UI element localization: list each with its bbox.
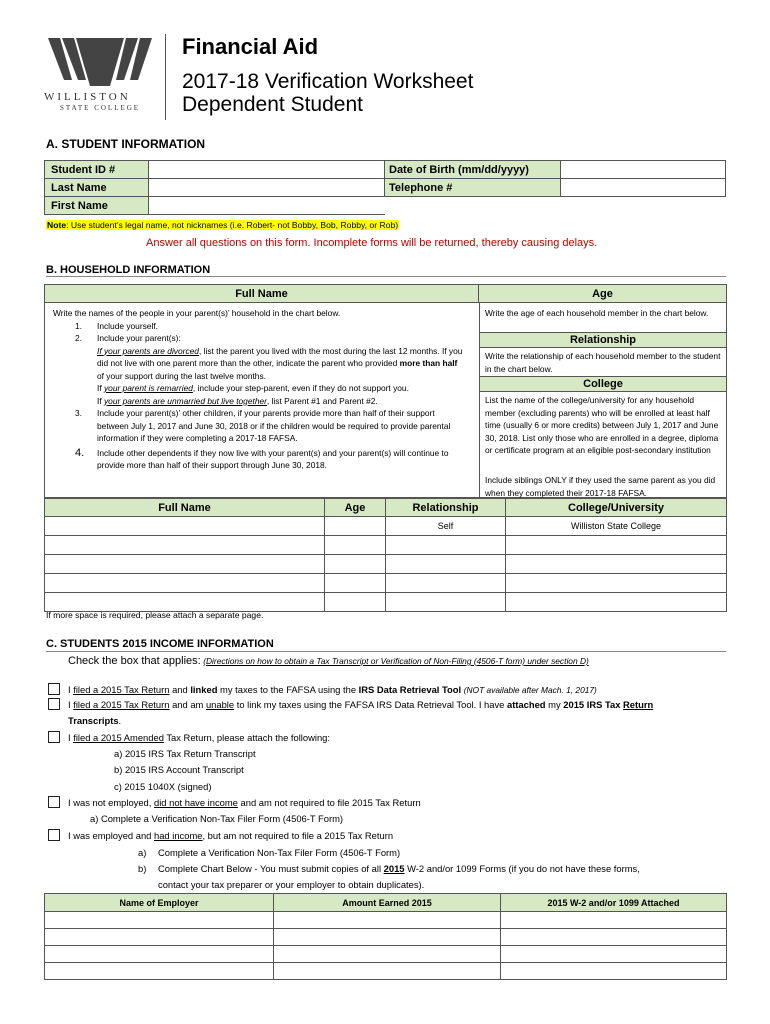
student-info-table <box>44 160 726 215</box>
note-text: : Use student’s legal name, not nicknames (i.e. Robert- not Bobby, Bob, Robby, or Rob) <box>66 220 399 230</box>
option-employed: I was employed and had income, but am not required to file a 2015 Tax Return <box>68 830 394 841</box>
logo-name: WILLISTON <box>44 91 131 103</box>
instr-num-4: 4. <box>75 446 85 459</box>
age-cell[interactable] <box>325 574 386 593</box>
page-title: Financial Aid <box>182 34 319 59</box>
telephone-field[interactable] <box>561 179 726 197</box>
instr-2a: If your parents are divorced, list the parent you lived with the most during the last 12 months. If you did not live with one parent more than the other, indicate the parent who provided more than half of your support during the last twelve months. <box>97 345 463 381</box>
instr-4: Include other dependents if they now live with your parent(s) and your parent(s) will continue to provide more than half of their support through June 30, 2018. <box>97 447 449 470</box>
table-row <box>45 517 727 536</box>
college-cell-wsc: Williston State College <box>506 517 727 536</box>
table-row <box>45 574 727 593</box>
instr-num-1: 1. <box>75 320 82 331</box>
option-linked-irs-drt: I filed a 2015 Tax Return and linked my taxes to the FAFSA using the IRS Data Retrieval Tool (NOT available after Mach. 1, 2017) <box>68 684 597 695</box>
section-b-heading: B. HOUSEHOLD INFORMATION <box>46 264 211 276</box>
student-id-label: Student ID # <box>45 161 149 179</box>
not-employed-item-a: a) Complete a Verification Non-Tax Filer Form (4506-T Form) <box>90 813 344 824</box>
college-cell[interactable] <box>506 536 727 555</box>
attached-cell[interactable] <box>501 912 727 929</box>
table-row <box>45 963 727 980</box>
last-name-label: Last Name <box>45 179 149 197</box>
dob-label: Date of Birth (mm/dd/yyyy) <box>385 161 561 179</box>
more-space-note: If more space is required, please attach a separate page. <box>46 610 264 620</box>
employed-item-a: Complete a Verification Non-Tax Filer Form (4506-T Form) <box>158 847 401 858</box>
first-name-label: First Name <box>45 197 149 215</box>
employer-cell[interactable] <box>45 946 274 963</box>
name-cell[interactable] <box>45 593 325 612</box>
worksheet-subtitle: Dependent Student <box>182 93 363 116</box>
attached-cell[interactable] <box>501 946 727 963</box>
table-row <box>45 536 727 555</box>
amount-cell[interactable] <box>274 929 501 946</box>
amount-cell[interactable] <box>274 946 501 963</box>
option-unable-to-link-checkbox[interactable] <box>48 698 60 710</box>
employed-item-b-cont: contact your tax preparer or your employer to obtain duplicates). <box>158 879 425 890</box>
logo-w-icon <box>40 36 160 88</box>
section-c-rule <box>46 651 726 652</box>
option-employed-checkbox[interactable] <box>48 829 60 841</box>
employed-item-b: Complete Chart Below - You must submit copies of all 2015 W-2 and/or 1099 Forms (if you do not have these forms, <box>158 863 640 874</box>
attached-cell[interactable] <box>501 929 727 946</box>
relationship-instructions: Write the relationship of each household member to the student in the chart below. <box>485 351 721 374</box>
incomplete-warning: Answer all questions on this form. Incomplete forms will be returned, thereby causing delays. <box>146 237 598 249</box>
college-logo <box>40 36 160 122</box>
name-cell[interactable] <box>45 536 325 555</box>
household-instructions-box <box>44 284 727 498</box>
worksheet-title: 2017-18 Verification Worksheet <box>182 70 474 93</box>
amount-cell[interactable] <box>274 963 501 980</box>
option-unable-to-link: I filed a 2015 Tax Return and am unable to link my taxes using the FAFSA IRS Data Retrieval Tool. I have attached my 2015 IRS Tax Return Transcripts. <box>68 699 654 726</box>
instr-num-3: 3. <box>75 408 82 418</box>
last-name-field[interactable] <box>149 179 385 197</box>
first-name-field[interactable] <box>149 197 385 215</box>
relationship-cell[interactable] <box>386 593 506 612</box>
name-cell[interactable] <box>45 574 325 593</box>
college-cell[interactable] <box>506 593 727 612</box>
relationship-cell[interactable] <box>386 555 506 574</box>
siblings-instructions: Include siblings ONLY if they used the same parent as you did when they completed their 2017-18 FAFSA. <box>485 475 716 498</box>
relationship-cell-self: Self <box>386 517 506 536</box>
instr-2c: If your parents are unmarried but live together, list Parent #1 and Parent #2. <box>97 395 378 406</box>
option-amended-return-checkbox[interactable] <box>48 731 60 743</box>
employer-table <box>44 893 727 980</box>
employed-item-a-num: a) <box>138 847 147 858</box>
col-age: Age <box>325 499 386 517</box>
table-row <box>45 946 727 963</box>
instr-num-2: 2. <box>75 333 82 343</box>
household-table <box>44 498 727 612</box>
amended-item-c: c) 2015 1040X (signed) <box>114 781 212 792</box>
name-cell[interactable] <box>45 555 325 574</box>
college-cell[interactable] <box>506 574 727 593</box>
relationship-header: Relationship <box>480 332 726 348</box>
instr-2: Include your parent(s): <box>97 333 181 343</box>
section-b-rule <box>46 276 726 277</box>
attached-cell[interactable] <box>501 963 727 980</box>
table-row <box>45 555 727 574</box>
col-attached: 2015 W-2 and/or 1099 Attached <box>501 894 727 912</box>
check-box-instruction: Check the box that applies: (Directions on how to obtain a Tax Transcript or Verification of Non-Filing (4506-T form) under section D) <box>68 655 589 667</box>
employer-cell[interactable] <box>45 912 274 929</box>
table-row <box>45 912 727 929</box>
option-linked-irs-drt-checkbox[interactable] <box>48 683 60 695</box>
col-relationship: Relationship <box>386 499 506 517</box>
employer-cell[interactable] <box>45 963 274 980</box>
col-amount: Amount Earned 2015 <box>274 894 501 912</box>
relationship-cell[interactable] <box>386 574 506 593</box>
legal-name-note <box>46 220 399 230</box>
employed-item-b-num: b) <box>138 863 147 874</box>
name-cell[interactable] <box>45 517 325 536</box>
dob-field[interactable] <box>561 161 726 179</box>
table-row <box>45 929 727 946</box>
option-not-employed: I was not employed, did not have income and am not required to file 2015 Tax Return <box>68 797 421 808</box>
instr-3: Include your parent(s)’ other children, if your parents provide more than half of their support between July 1, 2017 and June 30, 2018 or if the children would be required to provide parental information if they were completing a 2017-18 FAFSA. <box>97 408 451 443</box>
section-a-heading: A. STUDENT INFORMATION <box>46 137 206 151</box>
instr-2b: If your parent is remarried, include your step-parent, even if they do not support you. <box>97 383 409 393</box>
option-amended-return: I filed a 2015 Amended Tax Return, please attach the following: <box>68 732 330 743</box>
age-cell[interactable] <box>325 593 386 612</box>
amended-item-b: b) 2015 IRS Account Transcript <box>114 764 244 775</box>
instr-1: Include yourself. <box>97 320 158 331</box>
col-employer: Name of Employer <box>45 894 274 912</box>
age-instructions: Write the age of each household member in the chart below. <box>485 308 709 318</box>
header-divider <box>165 34 166 120</box>
age-header: Age <box>479 285 726 303</box>
amount-cell[interactable] <box>274 912 501 929</box>
college-header: College <box>480 376 726 392</box>
col-college: College/University <box>506 499 727 517</box>
age-cell[interactable] <box>325 517 386 536</box>
col-full-name: Full Name <box>45 499 325 517</box>
section-c-heading: C. STUDENTS 2015 INCOME INFORMATION <box>46 638 274 650</box>
name-instructions <box>53 307 473 472</box>
amended-item-a: a) 2015 IRS Tax Return Transcript <box>114 748 256 759</box>
full-name-header: Full Name <box>45 285 479 303</box>
relationship-cell[interactable] <box>386 536 506 555</box>
telephone-label: Telephone # <box>385 179 561 197</box>
college-cell[interactable] <box>506 555 727 574</box>
note-label: Note <box>47 220 67 230</box>
table-row <box>45 593 727 612</box>
age-cell[interactable] <box>325 555 386 574</box>
logo-subname: STATE COLLEGE <box>60 104 141 112</box>
employer-cell[interactable] <box>45 929 274 946</box>
college-instructions: List the name of the college/university for any household member (excluding parents) who will be enrolled at least half time (usually 6 or more credits) between July 1, 2017 and June 30, 2018. List only those who are enrolled in a degree, diploma or certificate program at an eligible post-secondary institution <box>485 395 719 455</box>
instr-intro: Write the names of the people in your parent(s)’ household in the chart below. <box>53 308 341 318</box>
age-cell[interactable] <box>325 536 386 555</box>
student-id-field[interactable] <box>149 161 385 179</box>
option-not-employed-checkbox[interactable] <box>48 796 60 808</box>
